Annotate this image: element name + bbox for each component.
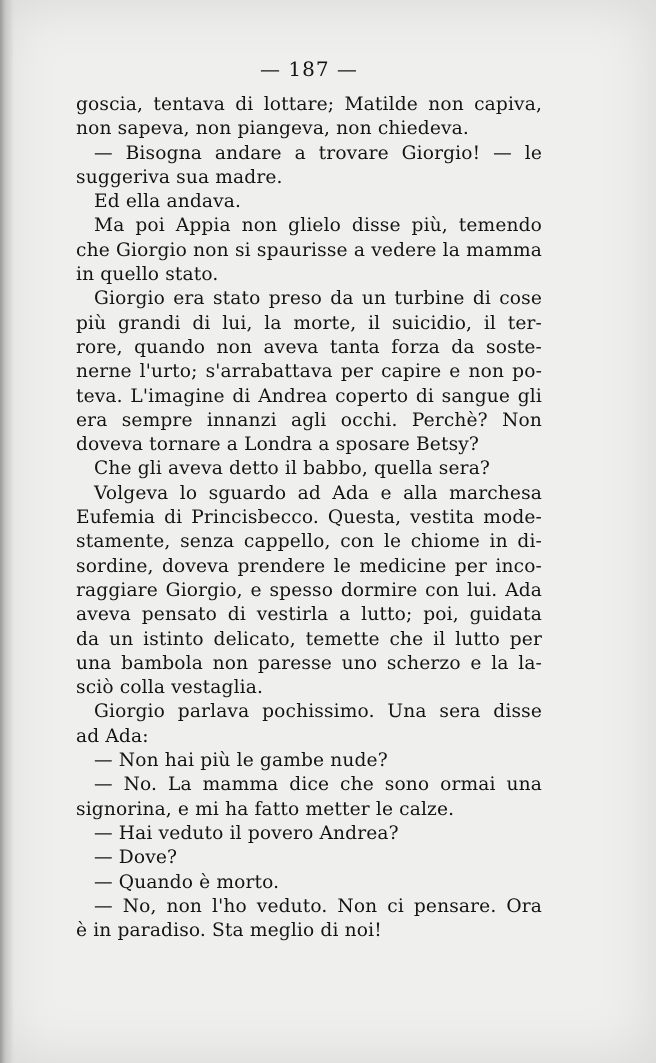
text-line: una bambola non paresse uno scherzo e la la-	[76, 652, 542, 674]
body-text	[76, 93, 542, 943]
text-line: teva. L'imagine di Andrea coperto di sangue gli	[76, 385, 542, 407]
text-line: nerne l'urto; s'arrabattava per capire e non po-	[76, 361, 542, 383]
text-line: era sempre innanzi agli occhi. Perchè? Non	[76, 409, 542, 431]
text-line: — Hai veduto il povero Andrea?	[94, 822, 399, 844]
text-line: in quello stato.	[76, 264, 219, 286]
text-line: non sapeva, non piangeva, non chiedeva.	[76, 118, 469, 140]
text-line: — Quando è morto.	[94, 871, 280, 893]
text-line: Ed ella andava.	[94, 191, 242, 213]
text-line: sordine, doveva prendere le medicine per inco-	[76, 555, 542, 577]
text-line: Che gli aveva detto il babbo, quella sera?	[94, 458, 491, 480]
text-line: suggeriva sua madre.	[76, 166, 283, 188]
text-line: raggiare Giorgio, e spesso dormire con lui. Ada	[76, 579, 542, 601]
text-line: — No. La mamma dice che sono ormai una	[94, 774, 542, 796]
text-line: Giorgio parlava pochissimo. Una sera disse	[94, 701, 542, 723]
text-line: Ma poi Appia non glielo disse più, temendo	[94, 215, 542, 237]
text-line: goscia, tentava di lottare; Matilde non capiva,	[76, 94, 542, 115]
text-line: rore, quando non aveva tanta forza da soste-	[76, 336, 542, 358]
text-line: ad Ada:	[76, 725, 149, 747]
text-line: che Giorgio non si spaurisse a vedere la mamma	[76, 239, 542, 261]
page-number: — 187 —	[260, 57, 358, 81]
text-line: Volgeva lo sguardo ad Ada e alla marchesa	[94, 482, 542, 504]
text-line: doveva tornare a Londra a sposare Betsy?	[76, 434, 480, 456]
text-line: aveva pensato di vestirla a lutto; poi, guidata	[76, 604, 542, 626]
text-line: stamente, senza cappello, con le chiome in di-	[76, 531, 542, 553]
text-line: — Non hai più le gambe nude?	[94, 750, 388, 772]
text-line: è in paradiso. Sta meglio di noi!	[76, 920, 382, 942]
text-line: — No, non l'ho veduto. Non ci pensare. Ora	[94, 895, 542, 917]
text-line: signorina, e mi ha fatto metter le calze.	[76, 798, 455, 820]
text-line: da un istinto delicato, temette che il lutto per	[76, 628, 542, 650]
text-line: sciò colla vestaglia.	[76, 677, 264, 699]
page-text-block	[76, 57, 542, 943]
text-line: più grandi di lui, la morte, il suicidio, il ter-	[76, 312, 542, 334]
page-spine-shadow	[0, 0, 14, 1063]
text-line: Eufemia di Princisbecco. Questa, vestita mode-	[76, 507, 542, 529]
text-line: — Bisogna andare a trovare Giorgio! — le	[94, 142, 542, 164]
text-line: — Dove?	[94, 847, 178, 869]
text-line: Giorgio era stato preso da un turbine di cose	[94, 288, 542, 310]
